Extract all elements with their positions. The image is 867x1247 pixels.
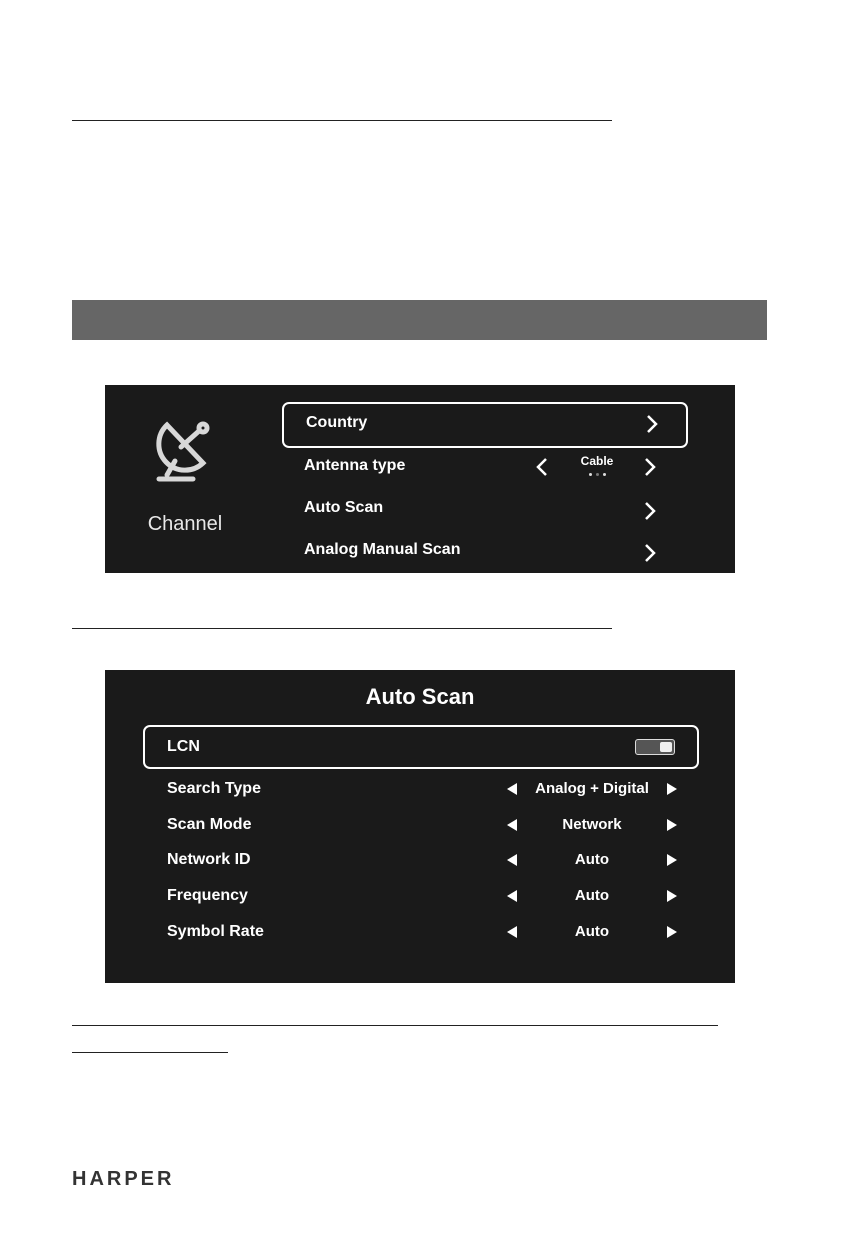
arrow-right-icon[interactable] — [667, 854, 677, 866]
setting-label: Search Type — [167, 780, 261, 797]
lcn-row[interactable] — [143, 725, 699, 769]
menu-item-country[interactable] — [282, 402, 688, 448]
menu-item-label: Antenna type — [304, 457, 406, 474]
setting-value: Auto — [574, 923, 610, 940]
setting-network-id[interactable] — [167, 849, 687, 873]
chevron-right-icon — [640, 500, 660, 522]
setting-value: Network — [562, 816, 622, 833]
menu-item-auto-scan[interactable] — [282, 489, 684, 531]
setting-frequency[interactable] — [167, 885, 687, 909]
lcn-toggle[interactable] — [635, 739, 675, 755]
menu-item-antenna-type[interactable] — [282, 447, 684, 489]
setting-label: Network ID — [167, 851, 251, 868]
chevron-left-icon[interactable] — [532, 456, 552, 478]
auto-scan-title: Auto Scan — [365, 684, 475, 709]
setting-label: Scan Mode — [167, 816, 252, 833]
lcn-label: LCN — [167, 738, 200, 755]
setting-value: Auto — [574, 851, 610, 868]
section-header-bar — [72, 300, 767, 340]
auto-scan-panel — [105, 670, 735, 983]
divider-2 — [72, 628, 612, 629]
setting-scan-mode[interactable] — [167, 814, 687, 838]
menu-item-label: Country — [306, 414, 368, 431]
setting-label: Symbol Rate — [167, 923, 264, 940]
arrow-right-icon[interactable] — [667, 819, 677, 831]
arrow-left-icon[interactable] — [507, 783, 517, 795]
menu-item-analog-manual-scan[interactable] — [282, 531, 684, 573]
chevron-right-icon[interactable] — [640, 456, 660, 478]
arrow-right-icon[interactable] — [667, 890, 677, 902]
menu-item-label: Analog Manual Scan — [304, 541, 461, 558]
arrow-left-icon[interactable] — [507, 854, 517, 866]
satellite-dish-icon — [153, 417, 217, 483]
brand-logo: HARPER — [72, 1168, 175, 1190]
arrow-left-icon[interactable] — [507, 926, 517, 938]
menu-item-label: Auto Scan — [304, 499, 384, 516]
setting-symbol-rate[interactable] — [167, 921, 687, 945]
setting-search-type[interactable] — [167, 778, 687, 802]
divider-3 — [72, 1025, 718, 1026]
setting-label: Frequency — [167, 887, 248, 904]
arrow-right-icon[interactable] — [667, 926, 677, 938]
chevron-right-icon — [640, 542, 660, 564]
setting-value: Analog + Digital — [535, 780, 649, 797]
arrow-right-icon[interactable] — [667, 783, 677, 795]
channel-menu-panel — [105, 385, 735, 573]
channel-label: Channel — [147, 513, 223, 535]
divider-1 — [72, 120, 612, 121]
arrow-left-icon[interactable] — [507, 819, 517, 831]
divider-4 — [72, 1052, 228, 1053]
chevron-right-icon — [642, 413, 662, 435]
option-dots — [585, 473, 609, 479]
setting-value: Auto — [574, 887, 610, 904]
antenna-type-value: Cable — [580, 454, 614, 468]
arrow-left-icon[interactable] — [507, 890, 517, 902]
